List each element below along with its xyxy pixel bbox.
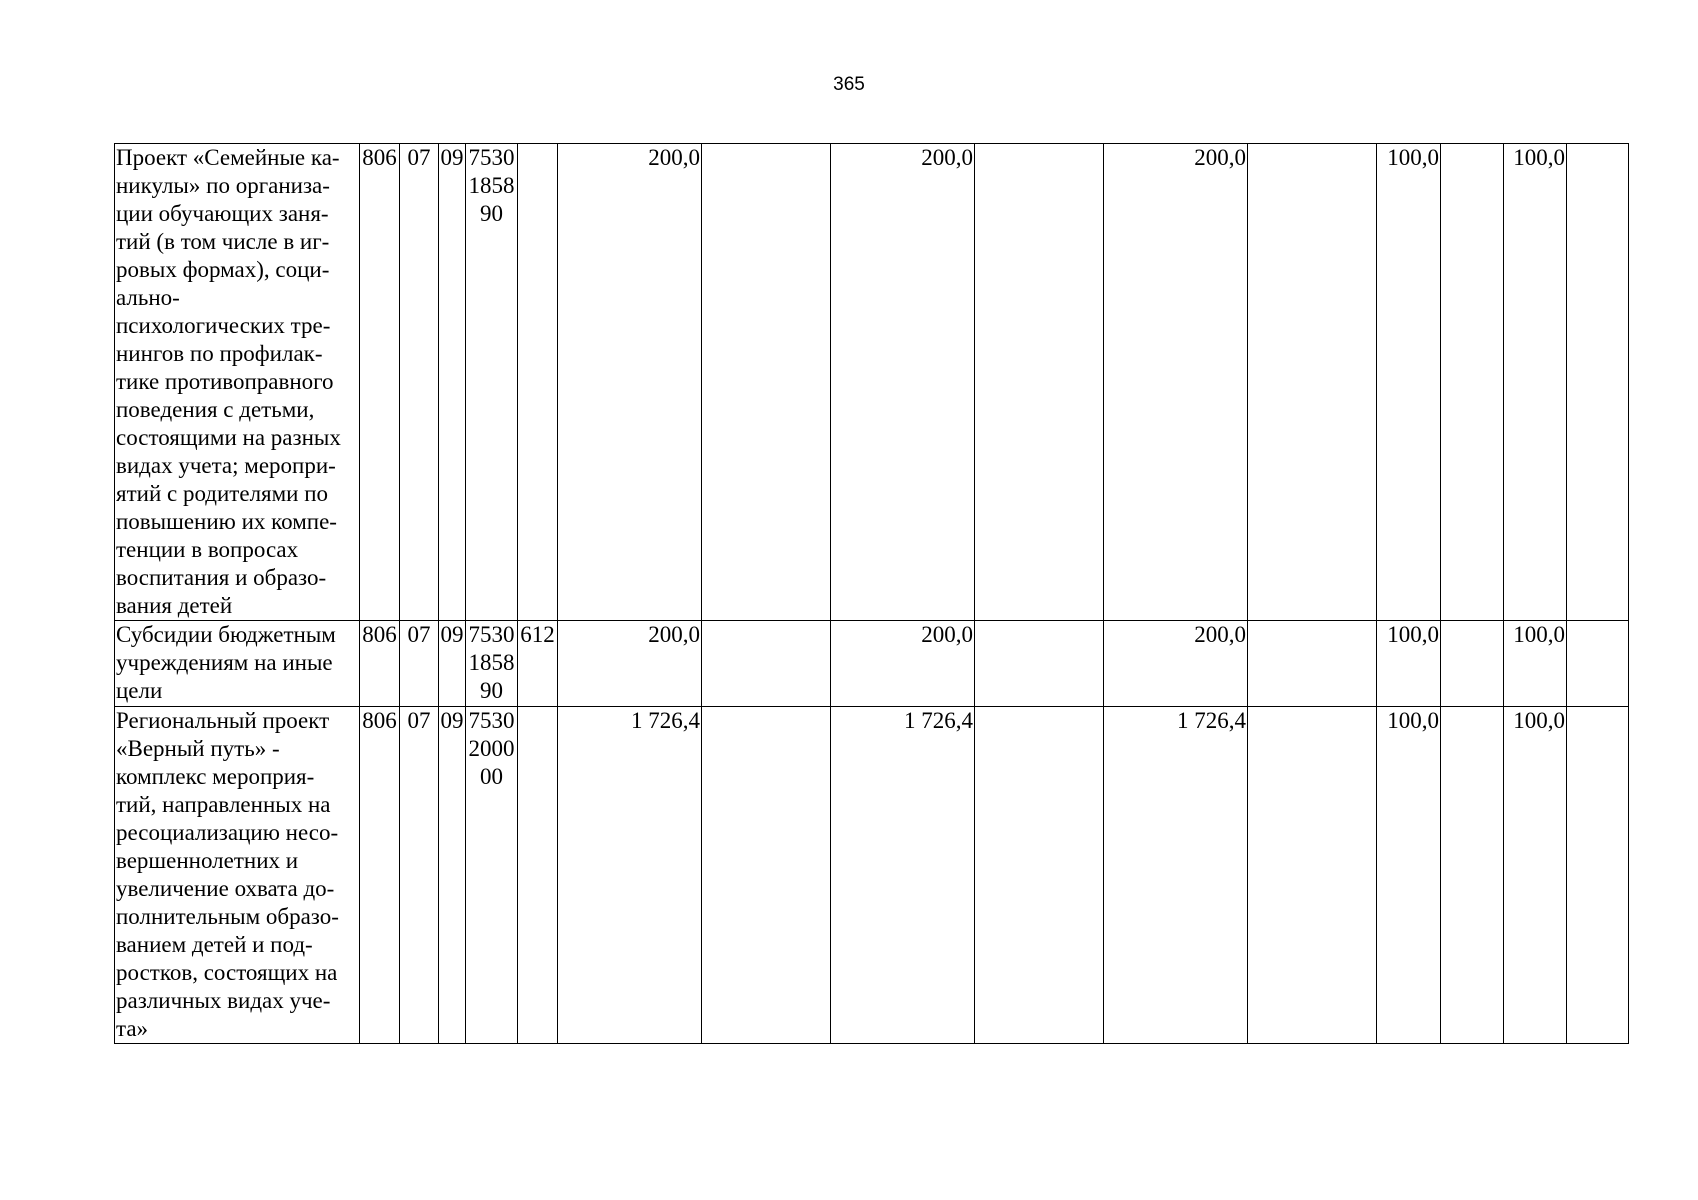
amount-2: 1 726,4 [831, 707, 975, 1044]
percent-1: 100,0 [1377, 707, 1441, 1044]
empty-cell [1567, 707, 1629, 1044]
expense-type-code [518, 144, 558, 621]
table-row [115, 621, 1629, 707]
amount-2: 200,0 [831, 144, 975, 621]
amount-3: 200,0 [1104, 144, 1248, 621]
target-article-code: 7530 2000 00 [466, 707, 518, 1044]
budget-table [114, 143, 1629, 1044]
row-name: Проект «Семейные ка- никулы» по организа- ции обучающих заня- тий (в том числе в иг- ровых формах), соци- ально- психологических тре- нингов по профилак- тике противоправного поведения с детьми, состоящими на разных видах учета; меропри- ятий с родителями по повышению их компе- тенции в вопросах воспитания и образо- вания детей [115, 144, 360, 621]
empty-cell [1567, 144, 1629, 621]
empty-cell [1248, 144, 1377, 621]
expense-type-code [518, 707, 558, 1044]
page-number: 365 [833, 74, 865, 95]
empty-cell [1248, 707, 1377, 1044]
row-name: Региональный проект «Верный путь» - комплекс мероприя- тий, направленных на ресоциализацию несо- вершеннолетних и увеличение охвата до- полнительным образо- ванием детей и под- ростков, состоящих на различных видах уче- та» [115, 707, 360, 1044]
amount-1: 1 726,4 [558, 707, 702, 1044]
subsection-code: 09 [439, 144, 466, 621]
empty-cell [1441, 144, 1504, 621]
table-row [115, 144, 1629, 621]
grbs-code: 806 [360, 621, 400, 707]
table-row [115, 707, 1629, 1044]
expense-type-code: 612 [518, 621, 558, 707]
percent-1: 100,0 [1377, 144, 1441, 621]
empty-cell [1441, 621, 1504, 707]
empty-cell [1567, 621, 1629, 707]
grbs-code: 806 [360, 144, 400, 621]
empty-cell [975, 707, 1104, 1044]
section-code: 07 [400, 707, 439, 1044]
empty-cell [702, 144, 831, 621]
amount-1: 200,0 [558, 144, 702, 621]
percent-1: 100,0 [1377, 621, 1441, 707]
amount-3: 200,0 [1104, 621, 1248, 707]
amount-2: 200,0 [831, 621, 975, 707]
percent-2: 100,0 [1504, 144, 1567, 621]
section-code: 07 [400, 144, 439, 621]
amount-1: 200,0 [558, 621, 702, 707]
grbs-code: 806 [360, 707, 400, 1044]
target-article-code: 7530 1858 90 [466, 621, 518, 707]
percent-2: 100,0 [1504, 621, 1567, 707]
empty-cell [702, 621, 831, 707]
empty-cell [975, 144, 1104, 621]
percent-2: 100,0 [1504, 707, 1567, 1044]
target-article-code: 7530 1858 90 [466, 144, 518, 621]
empty-cell [1248, 621, 1377, 707]
empty-cell [1441, 707, 1504, 1044]
empty-cell [702, 707, 831, 1044]
amount-3: 1 726,4 [1104, 707, 1248, 1044]
empty-cell [975, 621, 1104, 707]
section-code: 07 [400, 621, 439, 707]
subsection-code: 09 [439, 621, 466, 707]
subsection-code: 09 [439, 707, 466, 1044]
row-name: Субсидии бюджетным учреждениям на иные цели [115, 621, 360, 707]
